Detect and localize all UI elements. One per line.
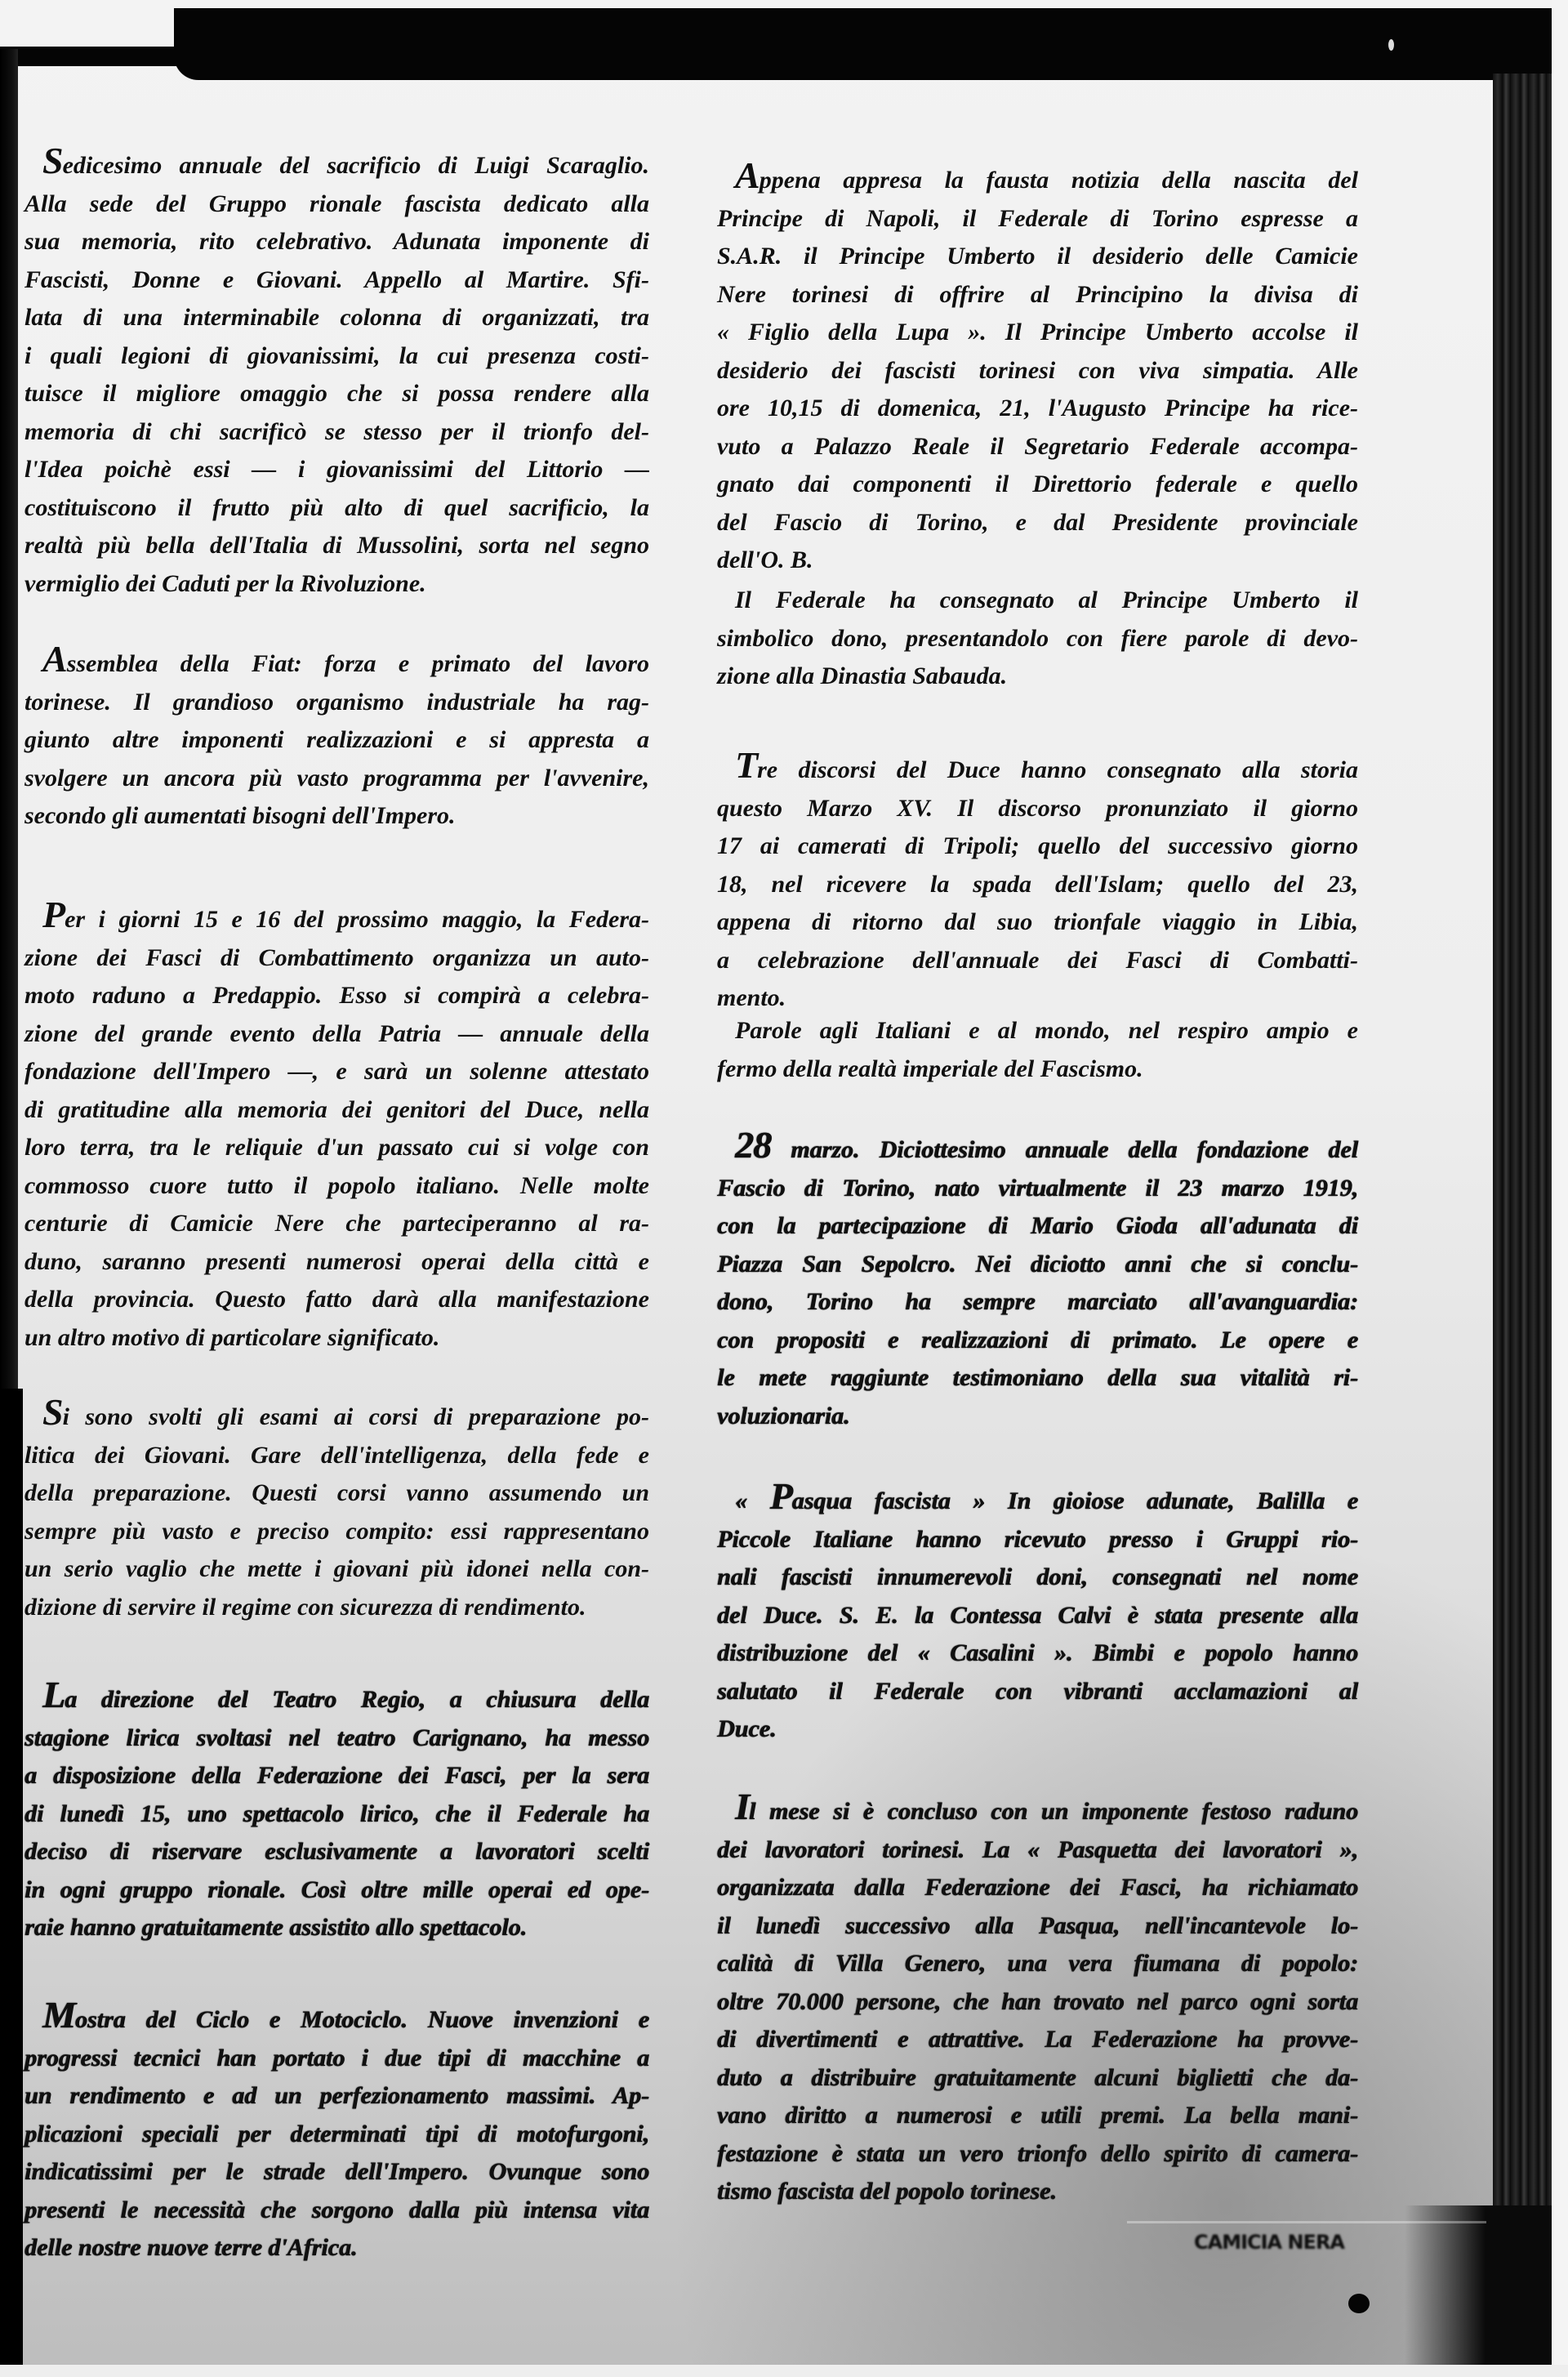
text-line (717, 238, 1358, 276)
line-text: vuto a Palazzo Reale il Segretario Federale accompa- (717, 432, 1358, 460)
scan-edge-bottom (0, 2365, 1568, 2377)
line-text: dei lavoratori torinesi. La « Pasquetta dei lavoratori », (717, 1835, 1358, 1863)
line-text: 18, nel ricevere la spada dell'Islam; quello del 23, (717, 870, 1358, 898)
text-line (24, 2153, 649, 2192)
text-line (717, 582, 1358, 620)
drop-initial: S (42, 1391, 63, 1433)
text-line (717, 542, 1358, 580)
line-text: dono, Torino ha sempre marciato all'avanguardia: (717, 1288, 1358, 1315)
text-line (717, 504, 1358, 542)
line-text: vermiglio dei Caduti per la Rivoluzione. (24, 569, 426, 597)
line-text: indicatissimi per le strade dell'Impero. Ovunque sono (24, 2158, 649, 2185)
line-text: svolgere un ancora più vasto programma per l'avvenire, (24, 764, 649, 792)
line-text: il lunedì successivo alla Pasqua, nell'incantevole lo- (717, 1911, 1358, 1939)
line-text: un altro motivo di particolare significato. (24, 1323, 440, 1351)
text-line (717, 200, 1358, 239)
line-text: secondo gli aumentati bisogni dell'Impero. (24, 802, 456, 829)
text-line (24, 1015, 649, 1054)
line-text: delle nostre nuove terre d'Africa. (24, 2234, 358, 2261)
line-text: fermo della realtà imperiale del Fascismo. (717, 1055, 1143, 1082)
text-line (717, 827, 1358, 866)
line-text: Parole agli Italiani e al mondo, nel respiro ampio e (735, 1017, 1358, 1044)
text-line (717, 1124, 1358, 1170)
line-text: loro terra, tra le reliquie d'un passato cui si volge con (24, 1134, 649, 1161)
line-text: di lunedì 15, uno spettacolo lirico, che il Federale ha (24, 1799, 649, 1827)
line-text: duno, saranno presenti numerosi operai della città e (24, 1247, 649, 1275)
line-text: S.A.R. il Principe Umberto il desiderio delle Camicie (717, 243, 1358, 270)
article-paragraph (717, 1012, 1358, 1088)
line-text: dizione di servire il regime con sicurezza di rendimento. (24, 1593, 586, 1621)
text-line (717, 1983, 1358, 2022)
line-text: progressi tecnici han portato i due tipi di macchine a (24, 2044, 649, 2072)
line-text: della preparazione. Questi corsi vanno assumendo un (24, 1479, 649, 1506)
text-line (24, 760, 649, 798)
text-line (717, 2059, 1358, 2098)
text-line (717, 1246, 1358, 1284)
text-line (24, 1129, 649, 1167)
line-text: un serio vaglio che mette i giovani più idonei nella con- (24, 1555, 649, 1582)
line-text: ostra del Ciclo e Motociclo. Nuove invenzioni e (74, 2006, 649, 2033)
text-line (24, 977, 649, 1015)
line-text: con propositi e realizzazioni di primato. Le opere e (717, 1326, 1358, 1354)
drop-initial: P (769, 1475, 792, 1517)
text-line (717, 1521, 1358, 1559)
line-text: tismo fascista del popolo torinese. (717, 2178, 1057, 2205)
line-text: salutato il Federale con vibranti acclamazioni al (717, 1677, 1358, 1705)
opening-quote: « (735, 1487, 770, 1514)
line-text: centurie di Camicie Nere che parteciperanno al ra- (24, 1210, 649, 1237)
text-line (24, 939, 649, 978)
article-paragraph (717, 154, 1358, 580)
article-paragraph (717, 582, 1358, 696)
line-text: questo Marzo XV. Il discorso pronunziato il giorno (717, 794, 1358, 822)
scan-border-right (1493, 74, 1552, 2365)
text-line (717, 866, 1358, 904)
line-text: zione del grande evento della Patria — annuale della (24, 1019, 649, 1047)
text-line (717, 1012, 1358, 1050)
line-text: di gratitudine alla memoria dei genitori del Duce, nella (24, 1095, 649, 1123)
line-text: ore 10,15 di domenica, 21, l'Augusto Principe ha rice- (717, 395, 1358, 421)
text-line (717, 352, 1358, 390)
article-paragraph (717, 1786, 1358, 2211)
text-line (24, 185, 649, 224)
text-line (24, 261, 649, 300)
text-line (24, 797, 649, 836)
text-line (717, 1283, 1358, 1322)
line-text: simbolico dono, presentandolo con fiere parole di devo- (717, 624, 1358, 652)
text-line (24, 299, 649, 337)
text-line (717, 1475, 1358, 1521)
text-line (24, 894, 649, 939)
scan-border-top-left (0, 47, 196, 66)
line-text: le mete raggiunte testimoniano della sua vitalità ri- (717, 1364, 1358, 1391)
text-line (717, 1050, 1358, 1089)
line-text: Fascisti, Donne e Giovani. Appello al Martire. Sfi- (24, 265, 649, 293)
text-line (717, 903, 1358, 942)
text-line (24, 527, 649, 565)
line-text: festazione è stata un vero trionfo dello spirito di camera- (717, 2139, 1358, 2167)
text-line (717, 658, 1358, 696)
article-paragraph (24, 894, 649, 1357)
text-line (717, 790, 1358, 828)
line-text: realtà più bella dell'Italia di Mussolini, sorta nel segno (24, 532, 649, 559)
line-text: plicazioni speciali per determinati tipi di motofurgoni, (24, 2120, 649, 2147)
text-line (24, 1243, 649, 1282)
article-paragraph (24, 638, 649, 836)
text-line (24, 1391, 649, 1437)
text-line (24, 565, 649, 604)
text-line (24, 1589, 649, 1627)
text-line (24, 1871, 649, 1910)
line-text: Principe di Napoli, il Federale di Torino espresse a (717, 204, 1358, 232)
line-text: giunto altre imponenti realizzazioni e si appresta a (24, 726, 649, 753)
line-text: Il Federale ha consegnato al Principe Umberto il (735, 586, 1358, 613)
text-line (24, 1719, 649, 1758)
article-paragraph (24, 140, 649, 603)
drop-initial: 28 (735, 1124, 771, 1166)
line-text: ssemblea della Fiat: forza e primato del lavoro (66, 650, 649, 677)
scan-speck (1388, 39, 1394, 51)
text-line (717, 314, 1358, 352)
drop-initial: L (42, 1674, 65, 1715)
line-text: con la partecipazione di Mario Gioda all'adunata di (717, 1212, 1358, 1239)
line-text: desiderio dei fascisti torinesi con viva simpatia. Alle (717, 356, 1358, 384)
text-line (717, 154, 1358, 200)
text-line (24, 1833, 649, 1871)
line-text: raie hanno gratuitamente assistito allo spettacolo. (24, 1914, 528, 1941)
line-text: 17 ai camerati di Tripoli; quello del successivo giorno (717, 832, 1358, 859)
line-text: moto raduno a Predappio. Esso si compirà a celebra- (24, 982, 649, 1009)
footer-rule (1127, 2221, 1486, 2223)
text-line (717, 276, 1358, 314)
line-text: torinese. Il grandioso organismo industriale ha rag- (24, 688, 649, 716)
text-line (24, 451, 649, 489)
line-text: Fascio di Torino, nato virtualmente il 23 marzo 1919, (717, 1174, 1358, 1202)
text-line (24, 337, 649, 376)
line-text: duto a distribuire gratuitamente alcuni biglietti che da- (717, 2063, 1358, 2091)
line-text: a celebrazione dell'annuale dei Fasci di Combatti- (717, 946, 1358, 974)
line-text: stagione lirica svoltasi nel teatro Carignano, ha messo (24, 1724, 649, 1751)
text-line (24, 2192, 649, 2230)
text-line (717, 1359, 1358, 1398)
text-line (717, 620, 1358, 658)
text-line (24, 1909, 649, 1947)
line-text: del Fascio di Torino, e dal Presidente provinciale (717, 508, 1358, 536)
line-text: un rendimento e ad un perfezionamento massimi. Ap- (24, 2082, 649, 2109)
line-text: er i giorni 15 e 16 del prossimo maggio, la Federa- (65, 906, 649, 933)
text-line (24, 2040, 649, 2078)
line-text: Alla sede del Gruppo rionale fascista dedicato alla (24, 190, 649, 217)
line-text: costituiscono il frutto più alto di quel sacrificio, la (24, 493, 649, 521)
line-text: fondazione dell'Impero —, e sarà un solenne attestato (24, 1058, 649, 1085)
text-line (717, 1710, 1358, 1749)
text-line (24, 1319, 649, 1358)
line-text: presenti le necessità che sorgono dalla più intensa vita (24, 2196, 649, 2223)
line-text: calità di Villa Genero, una vera fiumana di popolo: (717, 1950, 1358, 1977)
text-line (717, 1945, 1358, 1983)
text-line (717, 1597, 1358, 1635)
line-text: i sono svolti gli esami ai corsi di preparazione po- (62, 1403, 649, 1430)
line-text: zione alla Dinastia Sabauda. (717, 662, 1008, 689)
text-line (717, 942, 1358, 980)
article-paragraph (717, 1124, 1358, 1435)
text-line (717, 2097, 1358, 2135)
text-line (717, 1907, 1358, 1946)
line-text: ppena appresa la fausta notizia della nascita del (759, 167, 1358, 194)
line-text: marzo. Diciottesimo annuale della fondazione del (771, 1136, 1358, 1163)
line-text: distribuzione del « Casalini ». Bimbi e popolo hanno (717, 1639, 1358, 1666)
text-line (717, 1398, 1358, 1436)
text-line (717, 1170, 1358, 1208)
text-line (24, 721, 649, 760)
line-text: i quali legioni di giovanissimi, la cui presenza costi- (24, 341, 649, 369)
line-text: in ogni gruppo rionale. Così oltre mille operai ed ope- (24, 1875, 649, 1903)
drop-initial: M (42, 1994, 75, 2036)
line-text: memoria di chi sacrificò se stesso per il trionfo del- (24, 417, 649, 445)
line-text: a disposizione della Federazione dei Fasci, per la sera (24, 1762, 649, 1789)
text-line (24, 140, 649, 185)
text-line (24, 1674, 649, 1719)
text-line (717, 1673, 1358, 1711)
text-line (24, 2077, 649, 2116)
line-text: sempre più vasto e preciso compito: essi rappresentano (24, 1517, 649, 1545)
line-text: litica dei Giovani. Gare dell'intelligenza, della fede e (24, 1441, 649, 1469)
text-line (24, 1550, 649, 1589)
text-line (24, 638, 649, 684)
text-line (717, 466, 1358, 504)
line-text: l'Idea poichè essi — i giovanissimi del Littorio — (24, 456, 649, 483)
text-line (717, 2021, 1358, 2059)
text-line (24, 375, 649, 413)
text-line (24, 684, 649, 722)
line-text: Piazza San Sepolcro. Nei diciotto anni che si conclu- (717, 1250, 1358, 1278)
text-line (24, 1205, 649, 1243)
text-line (717, 1869, 1358, 1907)
scan-border-left-lower (0, 1389, 23, 2365)
text-line (717, 744, 1358, 790)
line-text: Duce. (717, 1715, 777, 1742)
line-text: oltre 70.000 persone, che han trovato nel parco ogni sorta (717, 1987, 1358, 2015)
drop-initial: A (42, 638, 67, 680)
text-line (24, 2116, 649, 2154)
text-line (717, 1207, 1358, 1246)
text-line (24, 1474, 649, 1513)
scan-edge-right (1552, 0, 1568, 2377)
line-text: zione dei Fasci di Combattimento organizza un auto- (24, 943, 649, 971)
line-text: voluzionaria. (717, 1402, 850, 1429)
article-paragraph (24, 1994, 649, 2268)
drop-initial: P (42, 894, 65, 935)
text-line (24, 1167, 649, 1206)
text-line (717, 1322, 1358, 1360)
line-text: della provincia. Questo fatto darà alla manifestazione (24, 1286, 649, 1313)
line-text: tuisce il migliore omaggio che si possa rendere alla (24, 380, 649, 407)
line-text: del Duce. S. E. la Contessa Calvi è stata presente alla (717, 1601, 1358, 1629)
article-paragraph (24, 1391, 649, 1626)
line-text: lata di una interminabile colonna di organizzati, tra (24, 304, 649, 331)
text-line (24, 1757, 649, 1795)
text-line (24, 1281, 649, 1319)
text-line (717, 2173, 1358, 2211)
publication-footer: CAMICIA NERA (1194, 2231, 1345, 2254)
text-line (24, 223, 649, 261)
text-line (24, 1513, 649, 1551)
text-line (24, 1053, 649, 1091)
line-text: re discorsi del Duce hanno consegnato alla storia (757, 756, 1358, 783)
line-text: edicesimo annuale del sacrificio di Luigi Scaraglio. (62, 152, 649, 179)
article-paragraph (717, 1475, 1358, 1749)
text-line (24, 1994, 649, 2040)
drop-initial: T (735, 744, 758, 786)
article-paragraph (24, 1674, 649, 1947)
scan-border-top (174, 8, 1554, 80)
line-text: dell'O. B. (717, 546, 813, 573)
line-text: l mese si è concluso con un imponente festoso raduno (748, 1798, 1358, 1825)
line-text: « Figlio della Lupa ». Il Principe Umberto accolse il (717, 319, 1358, 346)
line-text: asqua fascista » In gioiose adunate, Balilla e (791, 1487, 1358, 1514)
text-line (24, 489, 649, 528)
text-line (24, 1091, 649, 1130)
drop-initial: A (735, 154, 760, 196)
line-text: Piccole Italiane hanno ricevuto presso i Gruppi rio- (717, 1525, 1358, 1553)
line-text: mento. (717, 984, 786, 1011)
line-text: sua memoria, rito celebrativo. Adunata imponente di (24, 228, 649, 255)
scan-blot (1348, 2294, 1370, 2313)
text-line (717, 428, 1358, 466)
drop-initial: I (735, 1786, 749, 1827)
drop-initial: S (42, 140, 63, 181)
line-text: gnato dai componenti il Direttorio federale e quello (717, 470, 1358, 497)
text-line (717, 390, 1358, 428)
scan-shadow-bottom-right (1405, 2205, 1552, 2365)
text-line (717, 1786, 1358, 1831)
article-paragraph (717, 744, 1358, 1018)
text-line (24, 2229, 649, 2268)
text-line (717, 2135, 1358, 2174)
line-text: organizzata dalla Federazione dei Fasci, ha richiamato (717, 1874, 1358, 1901)
line-text: a direzione del Teatro Regio, a chiusura della (65, 1686, 649, 1713)
text-line (717, 1831, 1358, 1870)
text-line (717, 1634, 1358, 1673)
line-text: di divertimenti e attrattive. La Federazione ha provve- (717, 2026, 1358, 2053)
text-line (24, 1437, 649, 1475)
text-line (24, 1795, 649, 1834)
line-text: nali fascisti innumerevoli doni, consegnati nel nome (717, 1563, 1358, 1590)
text-line (717, 1559, 1358, 1597)
line-text: appena di ritorno dal suo trionfale viaggio in Libia, (717, 908, 1358, 935)
line-text: vano diritto a numerosi e utili premi. La bella mani- (717, 2102, 1358, 2129)
line-text: commosso cuore tutto il popolo italiano. Nelle molte (24, 1171, 649, 1199)
line-text: Nere torinesi di offrire al Principino la divisa di (717, 280, 1358, 308)
line-text: deciso di riservare esclusivamente a lavoratori scelti (24, 1838, 649, 1865)
text-line (24, 413, 649, 452)
